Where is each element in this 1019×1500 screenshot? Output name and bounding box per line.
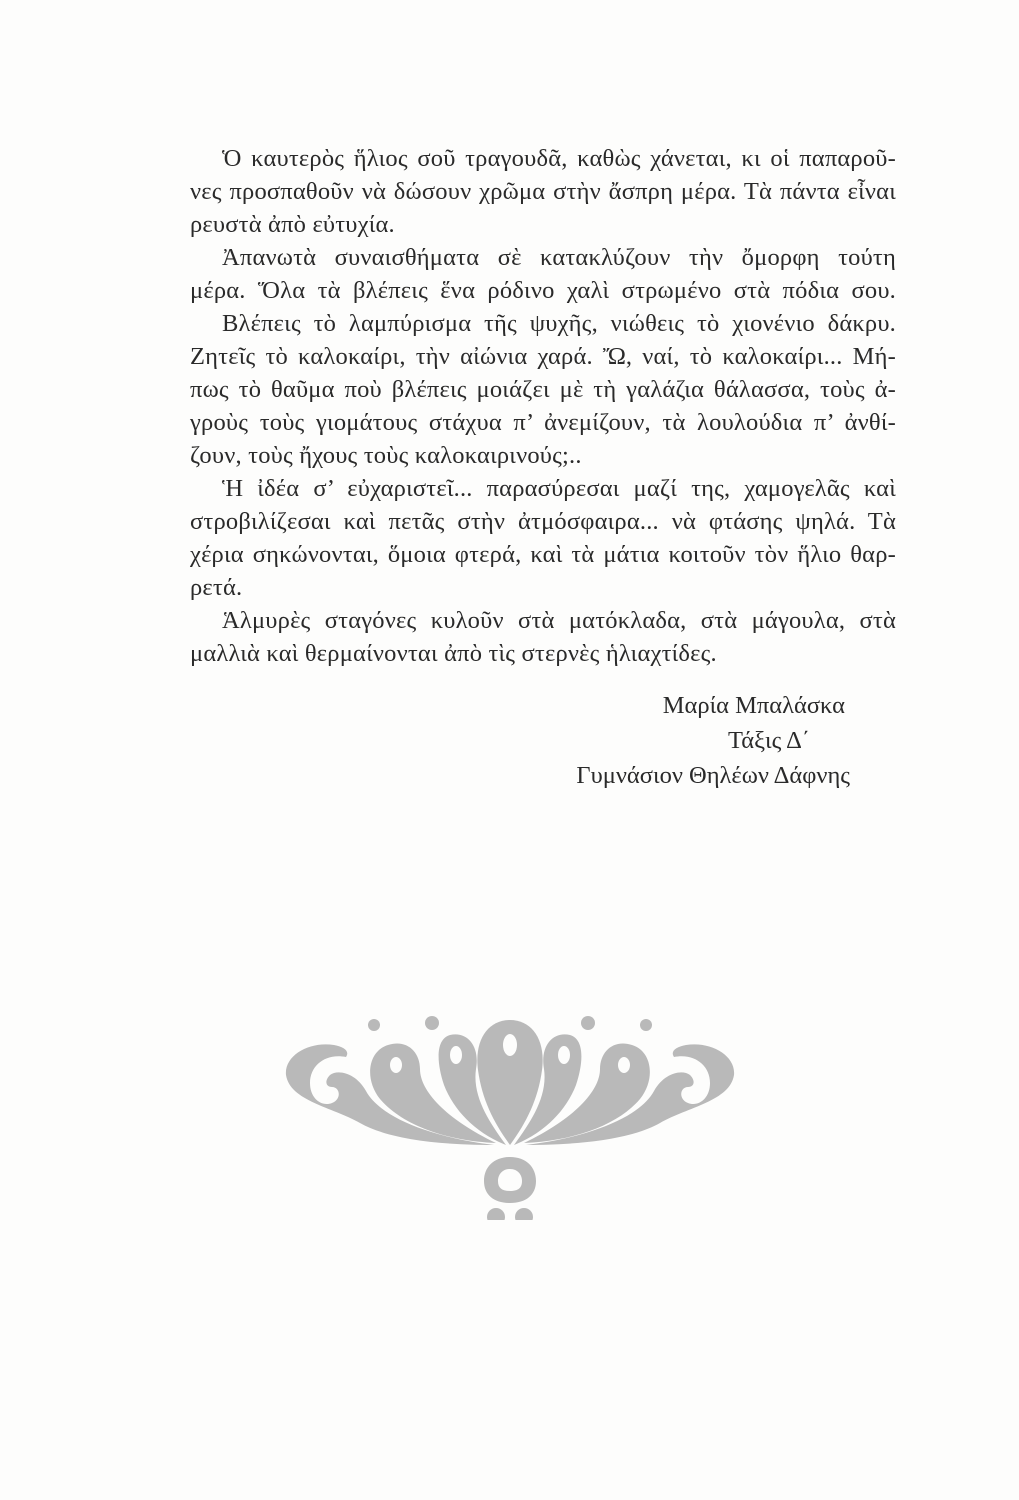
text-line: Ἁλμυρὲς σταγόνες κυλοῦν στὰ ματόκλαδα, στὰ μάγουλα, στὰ <box>222 607 896 634</box>
text-line: Ὁ καυτερὸς ἥλιος σοῦ τραγουδᾶ, καθὼς χάνεται, κι οἱ παπαροῦ- <box>222 145 896 172</box>
text-line: ζουν, τοὺς ἤχους τοὺς καλοκαιρινούς;.. <box>190 442 582 469</box>
text-line: στροβιλίζεσαι καὶ πετᾶς στὴν ἀτμόσφαιρα... νὰ φτάσης ψηλά. Τὰ <box>190 508 896 535</box>
text-line: μέρα. Ὅλα τὰ βλέπεις ἕνα ρόδινο χαλὶ στρωμένο στὰ πόδια σου. <box>190 277 896 304</box>
author-school: Γυμνάσιον Θηλέων Δάφνης <box>576 762 850 789</box>
text-line: νες προσπαθοῦν νὰ δώσουν χρῶμα στὴν ἄσπρη μέρα. Τὰ πάντα εἶναι <box>190 178 896 205</box>
floral-ornament-icon <box>270 995 750 1220</box>
poem-text <box>190 142 896 670</box>
text-line: Ἡ ἰδέα σ’ εὐχαριστεῖ... παρασύρεσαι μαζί της, χαμογελᾶς καὶ <box>222 475 896 502</box>
text-line: πως τὸ θαῦμα ποὺ βλέπεις μοιάζει μὲ τὴ γαλάζια θάλασσα, τοὺς ἀ- <box>190 376 896 403</box>
text-line: γροὺς τοὺς γιομάτους στάχυα π’ ἀνεμίζουν, τὰ λουλούδια π’ ἀνθί- <box>190 409 896 436</box>
author-class: Τάξις Δ΄ <box>727 727 810 754</box>
text-line: ρετά. <box>190 574 243 601</box>
text-line: μαλλιὰ καὶ θερμαίνονται ἀπὸ τὶς στερνὲς ἡλιαχτίδες. <box>190 640 717 667</box>
text-line: Βλέπεις τὸ λαμπύρισμα τῆς ψυχῆς, νιώθεις τὸ χιονένιο δάκρυ. <box>222 310 896 337</box>
text-line: Ζητεῖς τὸ καλοκαίρι, τὴν αἰώνια χαρά. Ὤ, ναί, τὸ καλοκαίρι... Μή- <box>190 343 896 370</box>
author-name: Μαρία Μπαλάσκα <box>662 692 845 719</box>
text-line: ρευστὰ ἀπὸ εὐτυχία. <box>190 211 395 238</box>
signature-block <box>520 688 880 793</box>
text-line: χέρια σηκώνονται, ὅμοια φτερά, καὶ τὰ μάτια κοιτοῦν τὸν ἥλιο θαρ- <box>190 541 896 568</box>
text-line: Ἀπανωτὰ συναισθήματα σὲ κατακλύζουν τὴν ὄμορφη τούτη <box>222 244 896 271</box>
